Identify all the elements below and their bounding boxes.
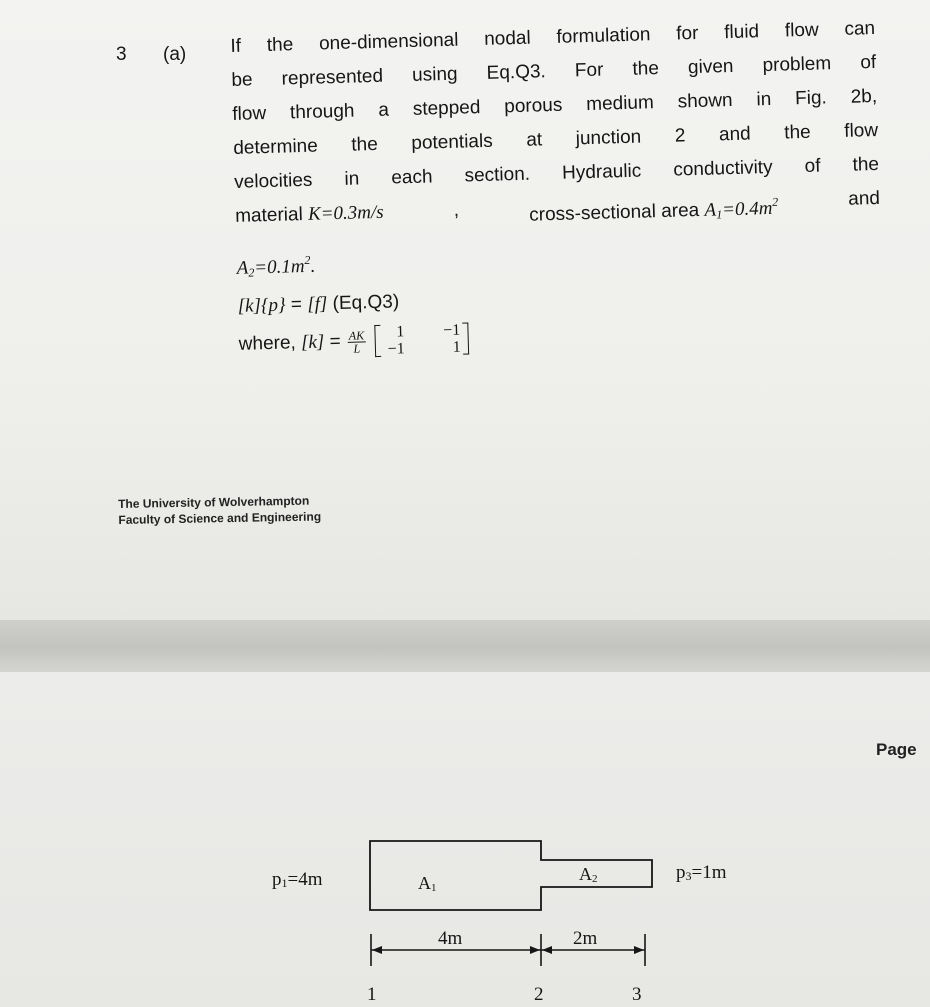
word: determine [233, 135, 319, 159]
p3-value: =1m [691, 862, 727, 883]
word: 2 [674, 125, 686, 147]
word: be [231, 69, 253, 91]
a2-subscript: 2 [248, 265, 255, 280]
comma: , [453, 199, 460, 221]
where-word: where, [238, 332, 297, 355]
word: nodal [483, 27, 531, 50]
p1-label [272, 869, 323, 890]
matrix-cell: −1 [443, 321, 461, 340]
word: medium [585, 92, 655, 116]
a1-value: =0.4m [721, 197, 773, 221]
a1-letter: A [418, 873, 431, 893]
question-part: (a) [163, 44, 187, 65]
word: stepped [412, 97, 481, 120]
word: If [230, 35, 242, 57]
word: the [266, 34, 294, 56]
area-text: cross-sectional area [528, 199, 700, 226]
word: using [411, 63, 458, 86]
conductivity-expression: K=0.3m/s [307, 201, 384, 225]
p3-label [676, 862, 727, 883]
question-number: 3 [116, 44, 127, 65]
matrix-cell: 1 [396, 323, 405, 341]
word: can [844, 17, 876, 40]
word: the [783, 121, 811, 144]
word: for [675, 22, 699, 45]
word: in [756, 88, 772, 111]
period: . [310, 255, 316, 277]
word: the [852, 153, 880, 176]
a2-letter: A [579, 864, 592, 884]
word: problem [762, 53, 832, 77]
where-k: [k] [300, 331, 325, 354]
word: section. [464, 163, 531, 187]
word: shown [677, 89, 733, 113]
word: at [525, 129, 543, 151]
word: of [804, 155, 821, 178]
word: Hydraulic [561, 160, 642, 184]
node-1-label: 1 [367, 984, 377, 1005]
word: For [574, 59, 604, 82]
word: flow [232, 103, 267, 125]
p1-symbol: p [272, 869, 282, 890]
equation-label: (Eq.Q3) [332, 291, 400, 315]
word: Fig. [794, 87, 828, 110]
matrix-cell: −1 [387, 340, 406, 358]
word: Eq.Q3. [486, 61, 547, 84]
a2-label [579, 864, 598, 885]
equation-k-p: [k]{p} [237, 294, 286, 317]
word: one-dimensional [318, 29, 459, 55]
a1-subscript: 1 [716, 207, 723, 222]
a2-symbol: A [236, 257, 249, 279]
length-section-1: 4m [438, 928, 463, 949]
word: the [351, 133, 379, 156]
length-section-2: 2m [573, 928, 598, 949]
squared: 2 [304, 252, 311, 268]
word: flow [843, 119, 879, 142]
word: the [632, 58, 660, 80]
word: in [344, 168, 360, 190]
word: flow [784, 19, 819, 42]
p1-value: =4m [287, 869, 323, 890]
fraction-numerator: AK [348, 327, 365, 343]
word: material [234, 204, 304, 227]
equation-f: [f] [306, 293, 328, 315]
fraction-denominator: L [353, 340, 361, 356]
footer-university: The University of Wolverhampton [118, 493, 310, 511]
node-3-label: 3 [632, 984, 642, 1005]
word: each [391, 166, 433, 189]
word: formulation [556, 24, 651, 48]
arrowhead-right-2 [634, 946, 644, 954]
word: and [847, 187, 881, 210]
word: velocities [233, 169, 313, 193]
p3-subscript: 3 [685, 869, 692, 883]
word: 2b, [850, 85, 878, 108]
word: conductivity [673, 156, 773, 181]
p1-subscript: 1 [281, 876, 288, 890]
equation-equals: = [290, 294, 303, 316]
word: through [289, 100, 355, 124]
arrowhead-right-1 [530, 946, 540, 954]
node-2-label: 2 [534, 984, 544, 1005]
word: represented [281, 65, 384, 90]
a1-symbol: A [704, 199, 717, 221]
page-label: Page [876, 740, 917, 759]
footer-faculty: Faculty of Science and Engineering [118, 509, 322, 527]
word: a [378, 99, 390, 121]
word: porous [503, 94, 563, 118]
word: potentials [411, 130, 493, 154]
stepped-medium-outline [370, 841, 652, 910]
a1-index: 1 [431, 882, 437, 894]
p3-symbol: p [676, 862, 686, 883]
where-equals: = [329, 331, 341, 353]
word: of [859, 51, 877, 74]
matrix-cell: 1 [452, 338, 462, 356]
arrowhead-left-1 [372, 946, 382, 954]
word: fluid [723, 21, 760, 44]
word: given [687, 55, 734, 79]
a2-value: =0.1m [253, 256, 305, 279]
word: and [718, 123, 751, 146]
a2-index: 2 [592, 873, 598, 885]
squared: 2 [772, 194, 779, 209]
arrowhead-left-2 [542, 946, 552, 954]
word: junction [575, 126, 642, 150]
a1-label [418, 873, 437, 894]
